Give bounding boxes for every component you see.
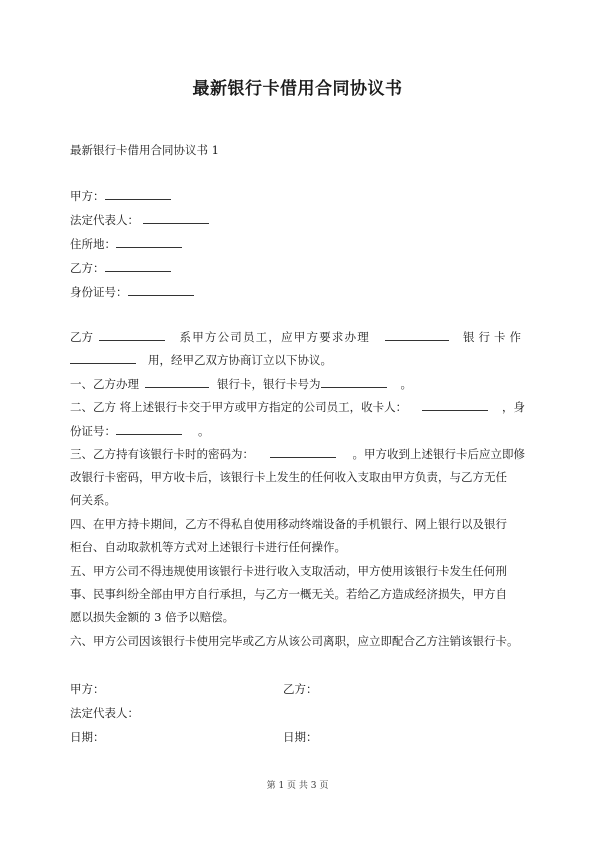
clause-3-pin-blank	[270, 446, 336, 458]
clause-6-line-1: 六、甲方公司因该银行卡使用完毕或乙方从该公司离职，应立即配合乙方注销该银行卡。	[70, 634, 519, 648]
intro-party-b: 乙方	[70, 330, 93, 344]
clause-1	[70, 376, 412, 392]
clause-3-text-b: 。甲方收到上述银行卡后应立即修	[352, 447, 525, 461]
clause-5-line-1: 五、甲方公司不得违规使用该银行卡进行收入支取活动，甲方使用该银行卡发生任何刑	[70, 564, 507, 578]
clause-1-bank-blank	[145, 376, 209, 388]
clause-1-text-b: 银行卡，银行卡号为	[217, 377, 321, 391]
clause-1-card-blank	[321, 376, 387, 388]
clause-4-line-2: 柜台、自动取款机等方式对上述银行卡进行任何操作。	[70, 540, 346, 554]
clause-5-line-3: 愿以损失金额的 3 倍予以赔偿。	[70, 610, 235, 624]
sign-legal-rep: 法定代表人：	[70, 706, 139, 720]
id-no-label: 身份证号：	[70, 285, 128, 299]
intro-bank-blank	[385, 329, 449, 341]
date-party-a: 日期：	[70, 730, 105, 744]
address-blank	[116, 236, 182, 248]
legal-rep-blank	[143, 212, 209, 224]
id-no-line	[70, 284, 194, 300]
party-a-line	[70, 188, 171, 204]
intro-line-1	[70, 329, 525, 345]
clause-2-text-a: 二、乙方 将上述银行卡交于甲方或甲方指定的公司员工，收卡人：	[70, 400, 408, 414]
document-subtitle: 最新银行卡借用合同协议书 1	[70, 143, 219, 157]
party-a-label: 甲方：	[70, 189, 105, 203]
clause-2-text-d: 。	[198, 424, 210, 438]
clause-1-text-a: 一、乙方办理	[70, 377, 139, 391]
page-footer: 第 1 页 共 3 页	[266, 781, 329, 791]
id-no-blank	[128, 284, 194, 296]
clause-2-id-blank	[116, 423, 182, 435]
party-b-line	[70, 260, 171, 276]
clause-4-line-1: 四、在甲方持卡期间，乙方不得私自使用移动终端设备的手机银行、网上银行以及银行	[70, 517, 507, 531]
sign-party-b: 乙方：	[283, 682, 318, 696]
clause-1-text-c: 。	[400, 377, 412, 391]
intro-line-2	[70, 352, 332, 368]
clause-3-line-3: 何关系。	[70, 493, 116, 507]
document-title: 最新银行卡借用合同协议书	[192, 79, 403, 99]
clause-2-receiver-blank	[422, 399, 488, 411]
party-b-label: 乙方：	[70, 261, 105, 275]
clause-5-line-2: 事、民事纠纷全部由甲方自行承担，与乙方一概无关。若给乙方造成经济损失，甲方自	[70, 587, 507, 601]
date-party-b: 日期：	[283, 730, 318, 744]
clause-2-line-2	[70, 423, 210, 439]
clause-2-text-c: 份证号：	[70, 424, 116, 438]
party-b-blank	[105, 260, 171, 272]
intro-purpose-blank	[70, 352, 136, 364]
legal-rep-label: 法定代表人：	[70, 213, 139, 227]
intro-card-text: 银行卡作	[463, 330, 525, 344]
party-a-blank	[105, 188, 171, 200]
intro-employee-text: 系甲方公司员工，应甲方要求办理	[179, 330, 370, 344]
clause-3-line-1	[70, 446, 525, 462]
clause-3-line-2: 改银行卡密码，甲方收卡后，该银行卡上发生的任何收入支取由甲方负责，与乙方无任	[70, 470, 507, 484]
address-line	[70, 236, 182, 252]
sign-party-a: 甲方：	[70, 682, 105, 696]
clause-2-text-b: ，身	[502, 400, 525, 414]
address-label: 住所地：	[70, 237, 116, 251]
intro-purpose-text: 用，经甲乙双方协商订立以下协议。	[148, 353, 332, 367]
legal-rep-line	[70, 212, 209, 228]
intro-employee-blank	[99, 329, 165, 341]
clause-2-line-1	[70, 399, 525, 415]
clause-3-text-a: 三、乙方持有该银行卡时的密码为：	[70, 447, 254, 461]
